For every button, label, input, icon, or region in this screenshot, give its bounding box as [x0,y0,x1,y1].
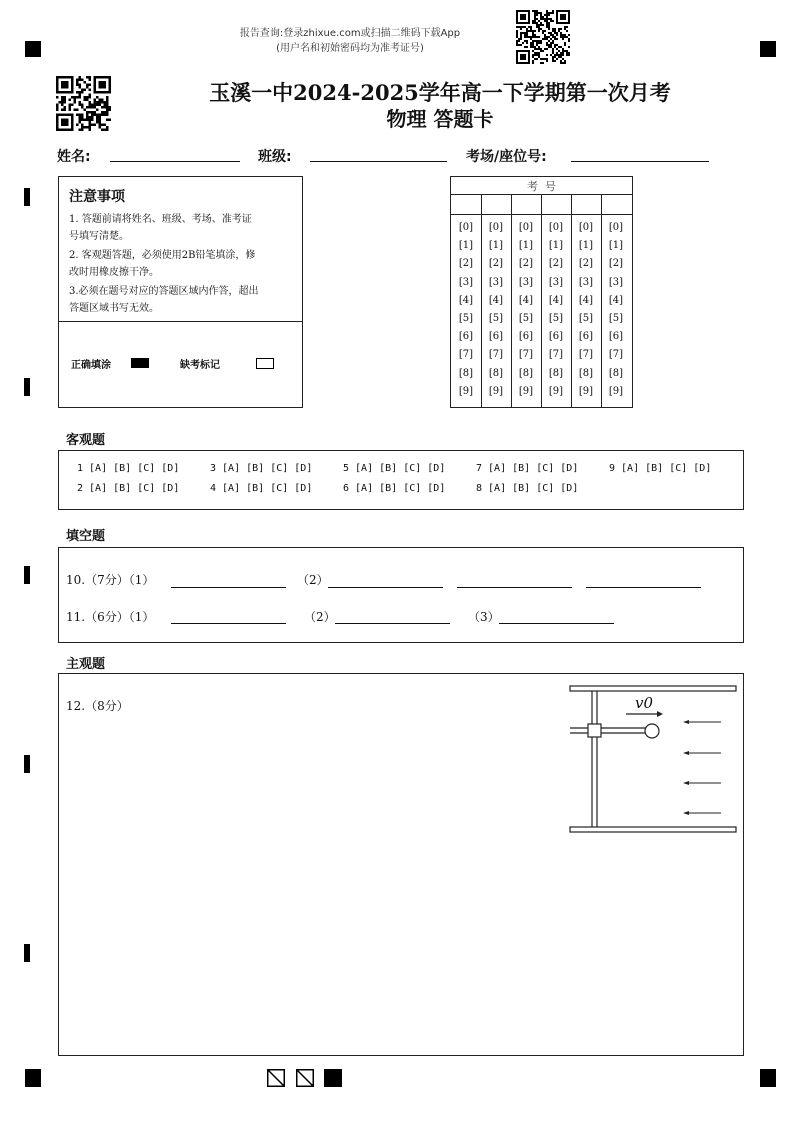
exam-digit-bubble[interactable]: [5] [578,313,594,324]
class-label: 班级: [258,149,292,165]
objective-section-title: 客观题 [66,433,106,448]
exam-digit-bubble[interactable]: [5] [488,313,504,324]
exam-digit-bubble[interactable]: [4] [578,294,594,306]
exam-digit-bubble[interactable]: [1] [578,240,594,252]
objective-item[interactable]: 8 [A] [B] [C] [D] [476,483,579,494]
q10-answer-1[interactable] [171,587,286,588]
exam-digit-bubble[interactable]: [6] [578,331,594,343]
timing-mark [24,188,30,206]
exam-digit-bubble[interactable]: [4] [548,294,564,306]
notes-line: 2. 客观题答题，必须使用2B铅笔填涂，修 [69,250,256,261]
exam-digit-bubble[interactable]: [0] [578,222,594,233]
exam-digit-bubble[interactable]: [4] [458,294,474,306]
objective-item[interactable]: 2 [A] [B] [C] [D] [77,483,180,494]
exam-digit-bubble[interactable]: [7] [458,349,474,361]
q10-answer-2[interactable] [328,587,443,588]
objective-item[interactable]: 6 [A] [B] [C] [D] [343,483,446,494]
q11-answer-2[interactable] [335,623,450,624]
exam-digit-bubble[interactable]: [9] [548,385,564,397]
exam-digit-bubble[interactable]: [2] [608,258,624,270]
answer-sheet-title: 物理 答题卡 [386,107,494,131]
exam-digit-bubble[interactable]: [4] [518,294,534,306]
absent-mark-label: 缺考标记 [180,360,220,371]
exam-digit-bubble[interactable]: [3] [458,276,474,288]
objective-item[interactable]: 5 [A] [B] [C] [D] [343,463,446,474]
exam-digit-bubble[interactable]: [8] [548,367,564,379]
exam-number-title: 考 号 [527,180,556,193]
exam-digit-bubble[interactable]: [1] [488,240,504,252]
exam-digit-bubble[interactable]: [9] [488,385,504,397]
exam-digit-bubble[interactable]: [5] [608,313,624,324]
exam-digit-bubble[interactable]: [8] [518,367,534,379]
qr-code-answer-sheet [56,76,112,132]
notes-divider [59,321,302,322]
subjective-answer-box[interactable] [58,673,744,1056]
physics-figure-rod-ball [569,684,739,836]
exam-digit-bubble[interactable]: [7] [608,349,624,361]
exam-digit-bubble[interactable]: [7] [578,349,594,361]
page-mark-hatched [296,1069,314,1087]
exam-digit-bubble[interactable]: [8] [578,367,594,379]
alignment-mark-top-left [25,41,41,57]
fill-blank-section-title: 填空题 [66,529,106,544]
exam-digit-bubble[interactable]: [0] [458,222,474,233]
exam-digit-bubble[interactable]: [2] [458,258,474,270]
notes-line: 改时用橡皮擦干净。 [69,267,159,278]
question-10-label: 10.（7分）（1） [66,573,155,587]
qr-code-download-app [516,10,570,64]
exam-digit-bubble[interactable]: [7] [548,349,564,361]
exam-digit-bubble[interactable]: [5] [458,313,474,324]
exam-digit-bubble[interactable]: [3] [518,276,534,288]
notes-box [58,176,303,408]
seat-field[interactable] [571,161,709,162]
question-11-part-2: （2） [304,610,336,624]
question-12-label: 12.（8分） [66,699,129,713]
exam-digit-bubble[interactable]: [5] [548,313,564,324]
exam-digit-bubble[interactable]: [9] [458,385,474,397]
exam-digit-bubble[interactable]: [2] [488,258,504,270]
exam-digit-bubble[interactable]: [9] [518,385,534,397]
name-label: 姓名: [57,149,91,165]
question-11-label: 11.（6分）（1） [66,610,155,624]
exam-digit-bubble[interactable]: [2] [518,258,534,270]
q10-answer-4[interactable] [586,587,701,588]
seat-label: 考场/座位号: [466,149,547,165]
exam-digit-bubble[interactable]: [6] [518,331,534,343]
exam-digit-bubble[interactable]: [8] [458,367,474,379]
page-mark-hatched [267,1069,285,1087]
timing-mark [24,755,30,773]
exam-title: 玉溪一中2024-2025学年高一下学期第一次月考 [209,80,671,105]
exam-digit-bubble[interactable]: [1] [548,240,564,252]
q11-answer-1[interactable] [171,623,286,624]
exam-digit-bubble[interactable]: [7] [488,349,504,361]
exam-digit-bubble[interactable]: [3] [548,276,564,288]
q10-answer-3[interactable] [457,587,572,588]
exam-digit-bubble[interactable]: [8] [608,367,624,379]
exam-digit-bubble[interactable]: [5] [518,313,534,324]
timing-mark [24,378,30,396]
objective-item[interactable]: 7 [A] [B] [C] [D] [476,463,579,474]
page-mark-solid [324,1069,342,1087]
fill-blank-answer-box [58,547,744,643]
correct-fill-sample [131,358,149,368]
notes-line: 答题区域书写无效。 [69,303,159,314]
exam-digit-bubble[interactable]: [2] [548,258,564,270]
exam-digit-bubble[interactable]: [6] [488,331,504,343]
report-query-notice: 报告查询:登录zhixue.com或扫描二维码下载App [239,28,461,39]
exam-digit-bubble[interactable]: [0] [548,222,564,233]
exam-digit-bubble[interactable]: [0] [488,222,504,233]
login-hint: (用户名和初始密码均为准考证号) [276,43,424,54]
exam-digit-bubble[interactable]: [6] [608,331,624,343]
exam-digit-bubble[interactable]: [6] [548,331,564,343]
alignment-mark-bottom-left [25,1069,41,1087]
notes-line: 1. 答题前请将姓名、班级、考场、准考证 [69,214,252,225]
exam-digit-bubble[interactable]: [1] [608,240,624,252]
objective-answer-box [58,450,744,510]
timing-mark [24,566,30,584]
exam-digit-bubble[interactable]: [3] [608,276,624,288]
exam-digit-bubble[interactable]: [2] [578,258,594,270]
question-10-part-2: （2） [297,573,329,587]
exam-digit-bubble[interactable]: [4] [488,294,504,306]
notes-line: 3.必须在题号对应的答题区域内作答，超出 [69,286,259,297]
q11-answer-3[interactable] [499,623,614,624]
exam-digit-bubble[interactable]: [9] [578,385,594,397]
objective-item[interactable]: 1 [A] [B] [C] [D] [77,463,180,474]
objective-item[interactable]: 3 [A] [B] [C] [D] [210,463,313,474]
exam-digit-bubble[interactable]: [6] [458,331,474,343]
absent-mark-checkbox[interactable] [256,358,274,369]
exam-digit-bubble[interactable]: [3] [488,276,504,288]
exam-digit-bubble[interactable]: [3] [578,276,594,288]
exam-digit-bubble[interactable]: [1] [518,240,534,252]
class-field[interactable] [310,161,447,162]
question-11-part-3: （3） [468,610,500,624]
exam-digit-bubble[interactable]: [8] [488,367,504,379]
exam-digit-bubble[interactable]: [0] [518,222,534,233]
objective-item[interactable]: 9 [A] [B] [C] [D] [609,463,712,474]
notes-title: 注意事项 [69,189,125,205]
velocity-label: v0 [635,694,654,712]
subjective-section-title: 主观题 [66,657,106,672]
alignment-mark-bottom-right [760,1069,776,1087]
notes-line: 号填写清楚。 [69,231,129,242]
objective-item[interactable]: 4 [A] [B] [C] [D] [210,483,313,494]
exam-digit-bubble[interactable]: [7] [518,349,534,361]
exam-digit-bubble[interactable]: [9] [608,385,624,397]
name-field[interactable] [110,161,240,162]
alignment-mark-top-right [760,41,776,57]
exam-digit-bubble[interactable]: [4] [608,294,624,306]
timing-mark [24,944,30,962]
exam-digit-bubble[interactable]: [1] [458,240,474,252]
exam-number-grid [450,176,633,408]
exam-digit-bubble[interactable]: [0] [608,222,624,233]
correct-fill-label: 正确填涂 [71,360,111,371]
